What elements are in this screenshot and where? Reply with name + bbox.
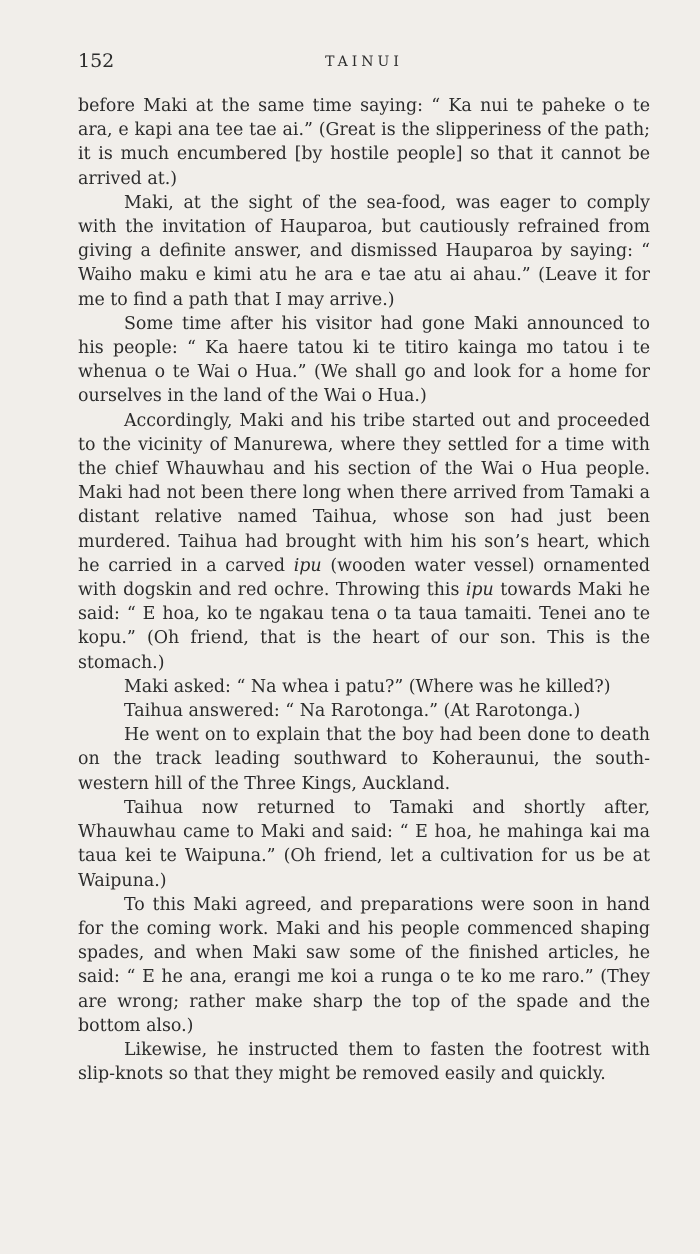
text-segment: Likewise, he instructed them to fasten the footrest with slip-knots so that they might be removed easily and quickly. xyxy=(78,1039,650,1085)
italic-term: ipu xyxy=(293,555,322,576)
paragraph xyxy=(78,409,650,675)
running-title: TAINUI xyxy=(325,54,403,70)
paragraph xyxy=(78,893,650,1038)
text-segment: Taihua now returned to Tamaki and shortly after, Whauwhau came to Maki and said: “ E hoa, he mahinga kai ma taua kei te Waipuna.” (Oh friend, let a cultivation for us be at Waipuna.) xyxy=(78,797,650,891)
text-segment: Accordingly, Maki and his tribe started out and proceeded to the vicinity of Manurewa, where they settled for a time with the chief Whauwhau and his section of the Wai o Hua people. Maki had not been there long when there arrived from Tamaki a distant relative named Taihua, whose son had just been murdered. Taihua had brought with him his son’s heart, which he carried in a carved xyxy=(78,410,650,576)
text-segment: Maki, at the sight of the sea-food, was eager to comply with the invitation of Hauparoa, but cautiously refrained from giving a definite answer, and dismissed Hauparoa by saying: “ Waiho maku e kimi atu he ara e tae atu ai ahau.” (Leave it for me to find a path that I may arrive.) xyxy=(78,192,650,310)
text-segment: To this Maki agreed, and preparations were soon in hand for the coming work. Maki and his people commenced shaping spades, and when Maki saw some of the finished articles, he said: “ E he ana, erangi me koi a runga o te ko me raro.” (They are wrong; rather make sharp the top of the spade and the bottom also.) xyxy=(78,894,650,1036)
text-segment: before Maki at the same time saying: “ Ka nui te paheke o te ara, e kapi ana tee tae ai.” (Great is the slipperiness of the path; it is much encumbered [by hostile people] so that it cannot be arrived at.) xyxy=(78,96,650,189)
paragraph xyxy=(78,94,650,191)
text-segment: Some time after his visitor had gone Maki announced to his people: “ Ka haere tatou ki te titiro kainga mo tatou i te whenua o te Wai o Hua.” (We shall go and look for a home for ourselves in the land of the Wai o Hua.) xyxy=(78,313,650,407)
paragraph xyxy=(78,796,650,893)
text-segment: towards Maki he said: “ E hoa, ko te ngakau tena o ta taua tamaiti. Tenei ano te kopu.” (Oh friend, that is the heart of our son. This is the stomach.) xyxy=(78,580,651,673)
italic-term: ipu xyxy=(465,580,494,601)
text-segment: (wooden water vessel) ornamented with dogskin and red ochre. Throwing this xyxy=(78,555,650,601)
running-head xyxy=(78,50,650,80)
paragraph xyxy=(78,191,650,312)
text-segment: He went on to explain that the boy had been done to death on the track leading southward to Koheraunui, the south-western hill of the Three Kings, Auckland. xyxy=(78,725,650,794)
paragraph xyxy=(78,723,650,796)
book-page xyxy=(78,50,650,1086)
page-number: 152 xyxy=(78,50,115,72)
body-text xyxy=(78,94,650,1086)
paragraph xyxy=(78,675,650,699)
paragraph xyxy=(78,1038,650,1086)
text-segment: Taihua answered: “ Na Rarotonga.” (At Rarotonga.) xyxy=(124,701,581,722)
paragraph xyxy=(78,699,650,723)
text-segment: Maki asked: “ Na whea i patu?” (Where was he killed?) xyxy=(124,676,611,697)
paragraph xyxy=(78,312,650,409)
